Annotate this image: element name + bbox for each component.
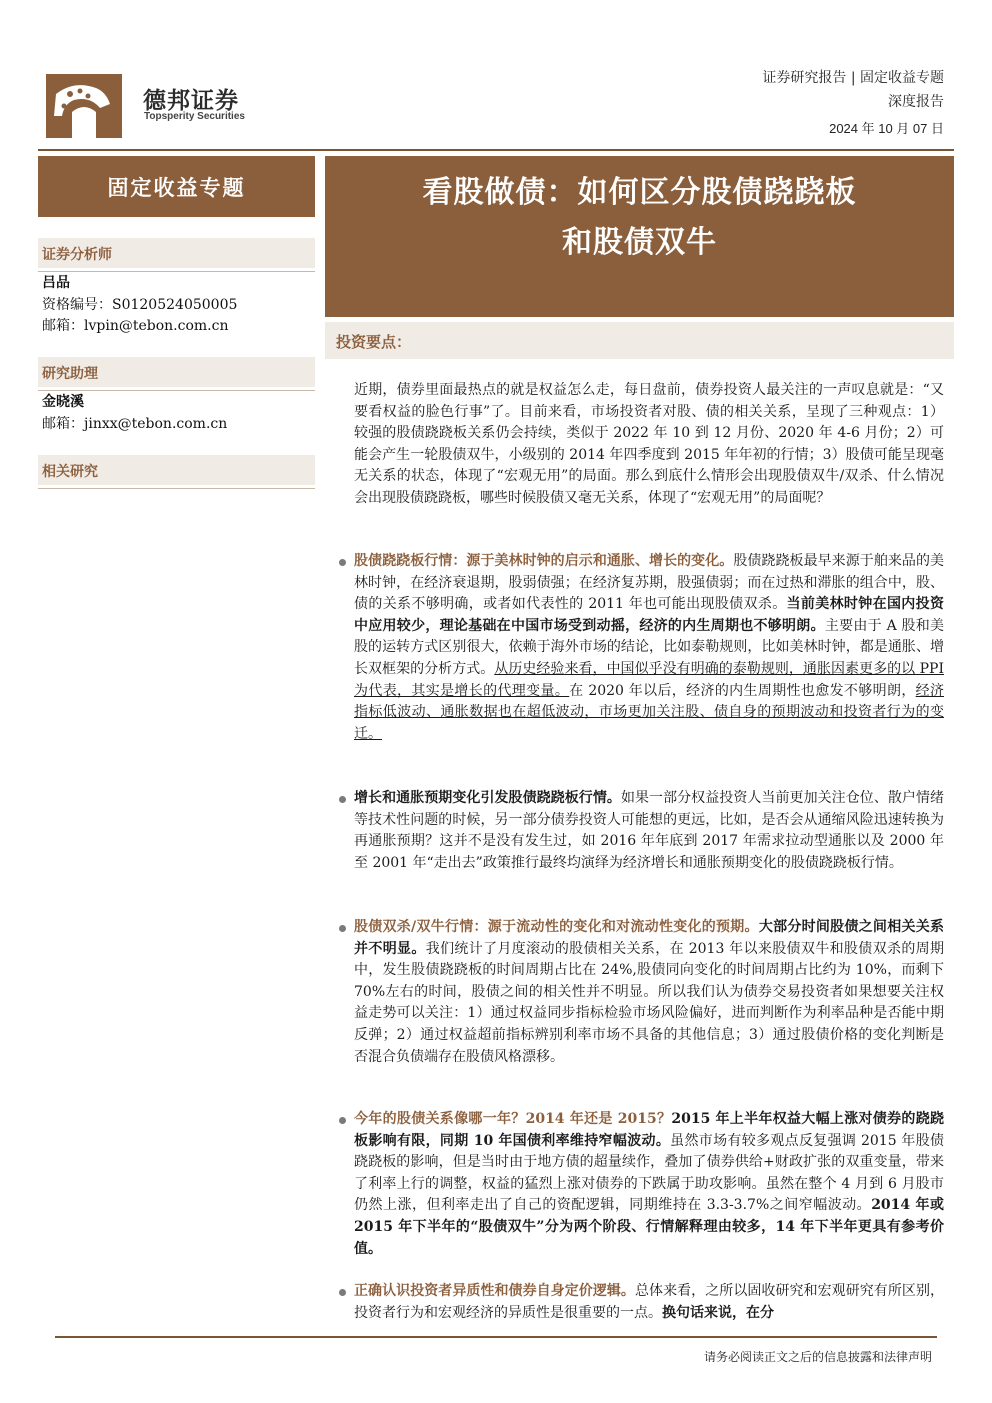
point-heterogeneity: 正确认识投资者异质性和债券自身定价逻辑。总体来看，之所以固收研究和宏观研究有所区别，投资者行为和宏观经济的异质性是很重要的一点。换句话来说，在分 xyxy=(354,1283,945,1321)
point-heterogeneity-heading: 正确认识投资者异质性和债券自身定价逻辑。 xyxy=(354,1283,635,1299)
bullet-dot xyxy=(339,796,346,803)
footer-divider xyxy=(55,1336,937,1338)
report-type: 证券研究报告 | 固定收益专题 xyxy=(762,70,944,86)
title-line-1: 看股做债：如何区分股债跷跷板 xyxy=(422,175,857,210)
point-double-heading: 股债双杀/双牛行情：源于流动性的变化和对流动性变化的预期。 xyxy=(354,919,759,935)
point-year-heading: 今年的股债关系像哪一年？2014 年还是 2015？ xyxy=(354,1111,672,1127)
bullet-dot xyxy=(339,559,346,566)
analyst-section-title: 证券分析师 xyxy=(38,238,315,268)
footer-disclaimer: 请务必阅读正文之后的信息披露和法律声明 xyxy=(703,1350,932,1364)
analyst-cert: 资格编号：S0120524050005 xyxy=(42,297,238,313)
point-which-year: 今年的股债关系像哪一年？2014 年还是 2015？2015 年上半年权益大幅上涨对债券的跷跷板影响有限，同期 10 年国债利率维持窄幅波动。虽然市场有较多观点反复强调 2015 年股债跷跷板的影响，但是当时由于地方债的超量续作，叠加了债券供给+财政扩张的双重变量，带来了利率上行的调整，权益的猛烈上涨对债券的下跌属于助攻影响。虽然在整个 4 月到 6 月股市仍然上涨，但利率走出了自己的资配逻辑，同期维持在 3.3-3.7%之间窄幅波动。2014 年或 2015 年下半年的“股债双牛”分为两个阶段、行情解释理由较多，14 年下半年更具有参考价值。 xyxy=(354,1111,945,1257)
assistant-email: 邮箱：jinxx@tebon.com.cn xyxy=(42,416,228,432)
bullet-dot xyxy=(339,1117,346,1124)
point-seesaw: 股债跷跷板行情：源于美林时钟的启示和通胀、增长的变化。股债跷跷板最早来源于舶来品的美林时钟，在经济衰退期，股弱债强；在经济复苏期，股强债弱；而在过热和滞胀的组合中，股、债的关系不够明确，或者如代表性的 2011 年也可能出现股债双杀。当前美林时钟在国内投资中应用较少，理论基础在中国市场受到动摇，经济的内生周期也不够明朗。主要由于 A 股和美股的运转方式区别很大，依赖于海外市场的结论，比如泰勒规则，比如美林时钟，都是通胀、增长双框架的分析方式。从历史经验来看，中国似乎没有明确的泰勒规则，通胀因素更多的以 PPI 为代表，其实是增长的代理变量。在 2020 年以后，经济的内生周期性也愈发不够明朗，经济指标低波动、通胀数据也在超低波动，市场更加关注股、债自身的预期波动和投资者行为的变迁。 xyxy=(354,553,945,742)
report-kind: 深度报告 xyxy=(888,94,944,110)
sidebar-banner: 固定收益专题 xyxy=(38,156,315,217)
brand-name-en: Topsperity Securities xyxy=(144,111,245,122)
bullet-dot xyxy=(339,1289,346,1296)
point-growth-inflation: 增长和通胀预期变化引发股债跷跷板行情。如果一部分权益投资人当前更加关注仓位、散户情绪等技术性问题的时候，另一部分债券投资人可能想的更远，比如，是否会从通缩风险迅速转换为再通胀预期？这并不是没有发生过，如 2016 年年底到 2017 年需求拉动型通胀以及 2000 年至 2001 年“走出去”政策推行最终均演绎为经济增长和通胀预期变化的股债跷跷板行情。 xyxy=(354,790,945,871)
title-line-2: 和股债双牛 xyxy=(562,225,717,260)
assistant-name: 金晓溪 xyxy=(42,394,84,410)
analyst-name: 吕品 xyxy=(42,275,70,291)
related-research-title: 相关研究 xyxy=(38,455,315,485)
key-points-header: 投资要点： xyxy=(325,322,954,359)
analyst-email: 邮箱：lvpin@tebon.com.cn xyxy=(42,318,229,334)
intro-paragraph: 近期，债券里面最热点的就是权益怎么走，每日盘前，债券投资人最关注的一声叹息就是：“又要看权益的脸色行事”了。目前来看，市场投资者对股、债的相关关系，呈现了三种观点：1）较强的股债跷跷板关系仍会持续，类似于 2022 年 10 到 12 月份、2020 年 4-6 月份；2）可能会产生一轮股债双牛，小级别的 2014 年四季度到 2015 年年初的行情；3）股债可能呈现毫无关系的状态，体现了“宏观无用”的局面。那么到底什么情形会出现股债双牛/双杀、什么情况会出现股债跷跷板，哪些时候股债又毫无关系，体现了“宏观无用”的局面呢？ xyxy=(354,382,944,506)
point-double-bull: 股债双杀/双牛行情：源于流动性的变化和对流动性变化的预期。大部分时间股债之间相关关系并不明显。我们统计了月度滚动的股债相关关系，在 2013 年以来股债双牛和股债双杀的周期中，发生股债跷跷板的时间周期占比在 24%,股债同向变化的时间周期占比约为 10%，而剩下 70%左右的时间，股债之间的相关性并不明显。所以我们认为债券交易投资者如果想要关注权益走势可以关注：1）通过权益同步指标检验市场风险偏好，进而判断作为利率品种是否能中期反弹；2）通过权益超前指标辨别利率市场不具备的其他信息；3）通过股债价格的变化判断是否混合负债端存在股债风格漂移。 xyxy=(354,919,945,1065)
assistant-section-title: 研究助理 xyxy=(38,357,315,387)
point-seesaw-heading: 股债跷跷板行情：源于美林时钟的启示和通胀、增长的变化。 xyxy=(354,553,734,569)
company-logo xyxy=(44,72,124,140)
report-date: 2024 年 10 月 07 日 xyxy=(829,121,944,136)
bullet-dot xyxy=(339,925,346,932)
brand-name-cn: 德邦证券 xyxy=(143,88,239,114)
report-title xyxy=(325,156,954,317)
header-divider xyxy=(38,149,954,151)
point-growth-heading: 增长和通胀预期变化引发股债跷跷板行情。 xyxy=(354,790,621,806)
